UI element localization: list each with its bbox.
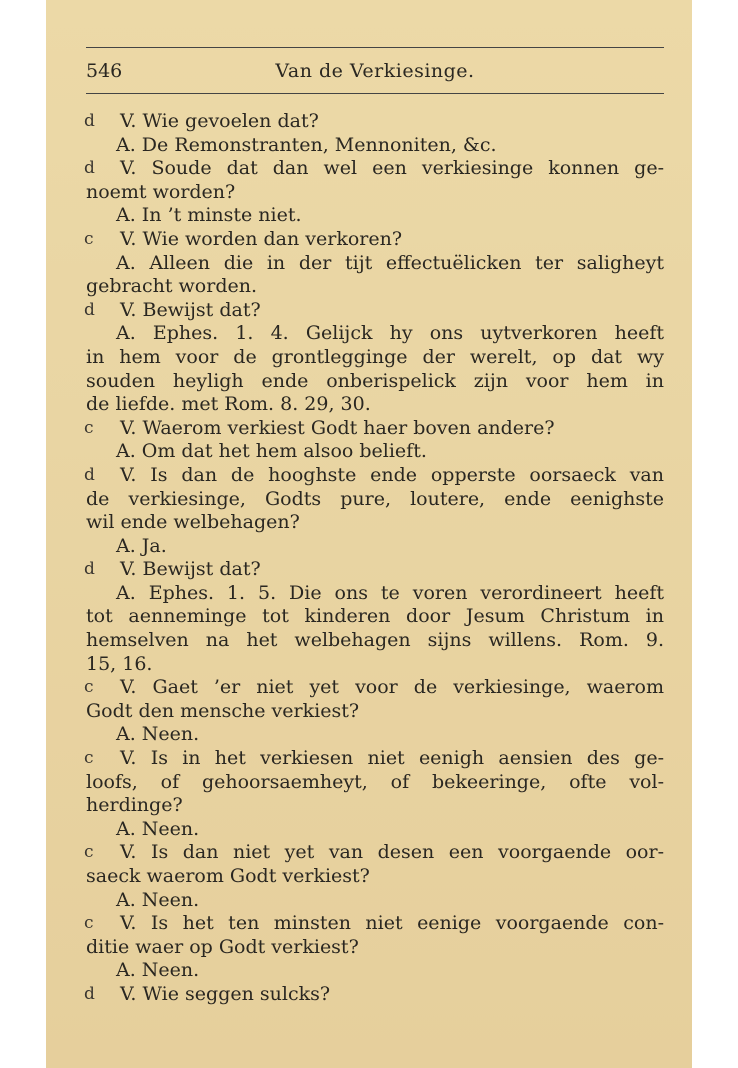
text-line bbox=[86, 653, 664, 677]
text-line bbox=[86, 417, 664, 441]
line-text: wil ende welbehagen? bbox=[86, 511, 300, 534]
margin-marker: d bbox=[84, 559, 95, 580]
line-text: V. Soude dat dan wel een verkiesinge konnen ge- bbox=[120, 157, 664, 180]
text-line bbox=[86, 558, 664, 582]
margin-marker: c bbox=[84, 677, 94, 698]
text-line bbox=[86, 275, 664, 299]
text-line bbox=[86, 252, 664, 276]
text-line bbox=[86, 464, 664, 488]
text-line bbox=[86, 605, 664, 629]
line-text: in hem voor de grontlegginge der werelt, op dat wy bbox=[86, 345, 664, 368]
line-text: herdinge? bbox=[86, 794, 183, 817]
line-text: A. Alleen die in der tijt effectuëlicken ter saligheyt bbox=[116, 251, 664, 274]
line-text: ditie waer op Godt verkiest? bbox=[86, 935, 359, 958]
text-line bbox=[86, 700, 664, 724]
line-text: A. Ephes. 1. 4. Gelijck hy ons uytverkoren heeft bbox=[116, 322, 664, 345]
text-line bbox=[86, 723, 664, 747]
text-line bbox=[86, 818, 664, 842]
line-text: A. In ’t minste niet. bbox=[116, 204, 302, 227]
text-line bbox=[86, 865, 664, 889]
margin-marker: c bbox=[84, 842, 94, 863]
text-line bbox=[86, 299, 664, 323]
line-text: V. Gaet ’er niet yet voor de verkiesinge, waerom bbox=[120, 676, 664, 699]
text-line bbox=[86, 841, 664, 865]
text-line bbox=[86, 747, 664, 771]
margin-marker: d bbox=[84, 983, 95, 1004]
line-text: V. Is in het verkiesen niet eenigh aensien des ge- bbox=[120, 747, 664, 770]
text-line bbox=[86, 322, 664, 346]
margin-marker: d bbox=[84, 158, 95, 179]
line-text: V. Wie worden dan verkoren? bbox=[120, 227, 403, 250]
line-text: A. Neen. bbox=[116, 959, 200, 982]
text-line bbox=[86, 959, 664, 983]
line-text: A. Neen. bbox=[116, 888, 200, 911]
text-line bbox=[86, 889, 664, 913]
line-text: A. Neen. bbox=[116, 723, 200, 746]
line-text: V. Wie seggen sulcks? bbox=[120, 982, 331, 1005]
line-text: A. Ja. bbox=[116, 534, 167, 557]
text-line bbox=[86, 771, 664, 795]
line-text: V. Is dan niet yet van desen een voorgaende oor- bbox=[120, 841, 664, 864]
line-text: V. Bewijst dat? bbox=[120, 558, 261, 581]
text-line bbox=[86, 794, 664, 818]
running-title: Van de Verkiesinge. bbox=[275, 60, 475, 82]
text-line bbox=[86, 228, 664, 252]
text-line bbox=[86, 488, 664, 512]
text-line bbox=[86, 110, 664, 134]
text-line bbox=[86, 912, 664, 936]
margin-marker: c bbox=[84, 913, 94, 934]
line-text: hemselven na het welbehagen sijns willens. Rom. 9. bbox=[86, 629, 664, 652]
text-line bbox=[86, 629, 664, 653]
line-text: A. Neen. bbox=[116, 817, 200, 840]
text-line bbox=[86, 204, 664, 228]
line-text: V. Is dan de hooghste ende opperste oorsaeck van bbox=[120, 463, 664, 486]
line-text: saeck waerom Godt verkiest? bbox=[86, 865, 370, 887]
page-number: 546 bbox=[86, 60, 123, 82]
margin-marker: d bbox=[84, 299, 95, 320]
line-text: V. Waerom verkiest Godt haer boven andere? bbox=[120, 416, 555, 439]
line-text: A. Ephes. 1. 5. Die ons te voren verordineert heeft bbox=[116, 581, 664, 604]
line-text: loofs, of gehoorsaemheyt, of bekeeringe, ofte vol- bbox=[86, 770, 664, 793]
text-line bbox=[86, 582, 664, 606]
line-text: A. De Remonstranten, Mennoniten, &c. bbox=[116, 133, 497, 156]
margin-marker: c bbox=[84, 417, 94, 438]
margin-marker: d bbox=[84, 464, 95, 485]
text-line bbox=[86, 157, 664, 181]
header-rule-bottom bbox=[86, 93, 664, 94]
margin-marker: c bbox=[84, 748, 94, 769]
line-text: Godt den mensche verkiest? bbox=[86, 699, 360, 722]
line-text: V. Bewijst dat? bbox=[120, 298, 261, 321]
line-text: V. Wie gevoelen dat? bbox=[120, 110, 319, 132]
text-line bbox=[86, 983, 664, 1007]
line-text: noemt worden? bbox=[86, 180, 236, 203]
page-body bbox=[86, 110, 664, 1007]
margin-marker: c bbox=[84, 228, 94, 249]
line-text: de liefde. met Rom. 8. 29, 30. bbox=[86, 393, 371, 416]
text-line bbox=[86, 181, 664, 205]
text-line bbox=[86, 511, 664, 535]
line-text: souden heyligh ende onberispelick zijn voor hem in bbox=[86, 369, 664, 392]
line-text: gebracht worden. bbox=[86, 275, 257, 298]
line-text: tot aenneminge tot kinderen door Jesum Christum in bbox=[86, 605, 664, 628]
margin-marker: d bbox=[84, 111, 95, 131]
text-line bbox=[86, 676, 664, 700]
text-line bbox=[86, 535, 664, 559]
line-text: 15, 16. bbox=[86, 652, 153, 675]
text-line bbox=[86, 936, 664, 960]
text-line bbox=[86, 346, 664, 370]
book-page bbox=[46, 0, 692, 1068]
text-line bbox=[86, 393, 664, 417]
line-text: A. Om dat het hem alsoo belieft. bbox=[116, 440, 427, 463]
text-line bbox=[86, 134, 664, 158]
header-rule-top bbox=[86, 47, 664, 48]
line-text: V. Is het ten minsten niet eenige voorgaende con- bbox=[120, 912, 664, 935]
text-line bbox=[86, 440, 664, 464]
line-text: de verkiesinge, Godts pure, loutere, ende eenighste bbox=[86, 487, 664, 510]
text-line bbox=[86, 370, 664, 394]
